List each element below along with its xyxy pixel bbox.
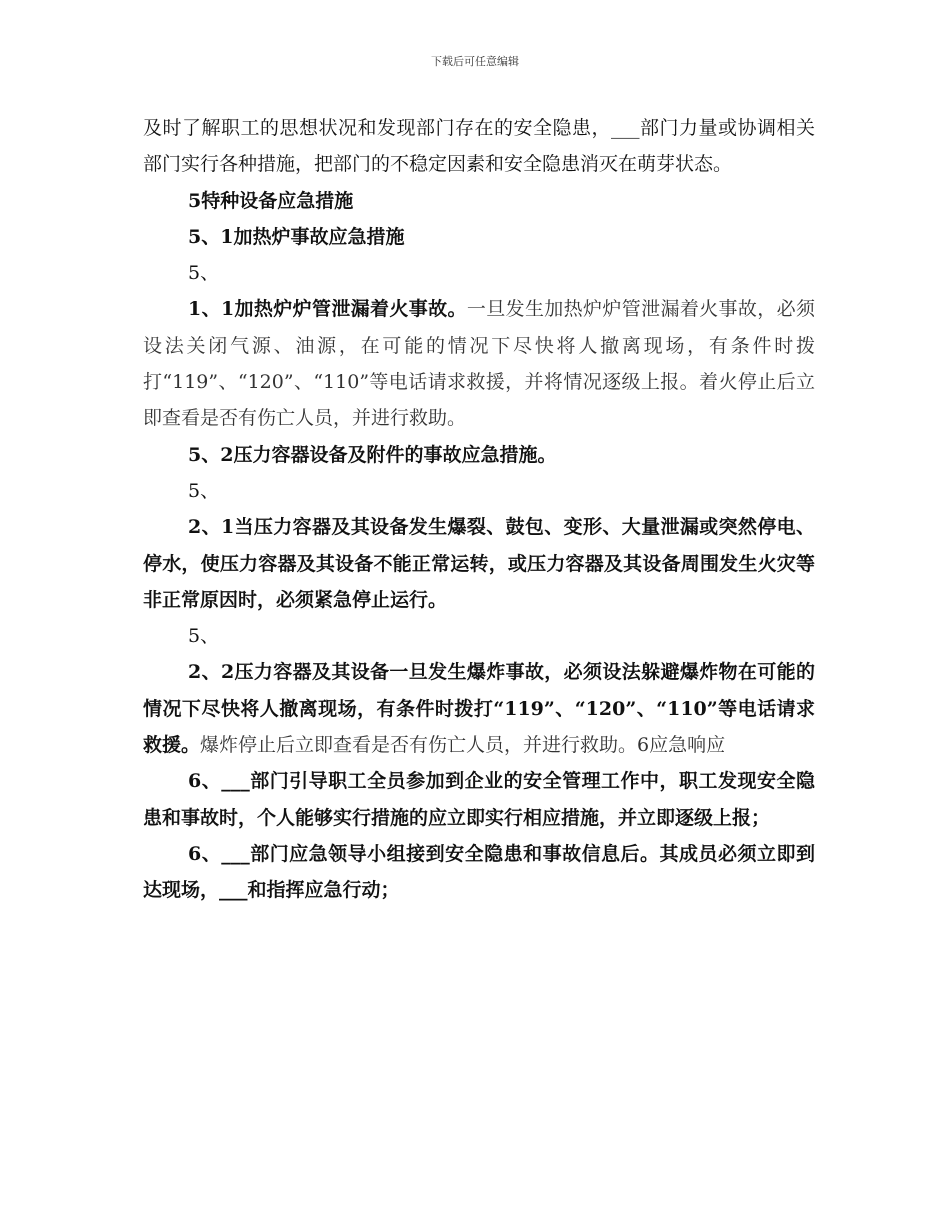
paragraph-furnace-leak-body: 一旦发生加热炉炉管泄漏着火事故，必须设法关闭气源、油源，在可能的情况下尽快将人撤离现场，有条件时拨打“119”、“120”、“110”等电话请求救援，并将情况逐级上报。着火停止后立即查看是否有伤亡人员，并进行救助。: [143, 298, 815, 430]
section-heading-5: 5特种设备应急措施: [188, 189, 354, 212]
paragraph-emergency-stop: 2、1当压力容器及其设备发生爆裂、鼓包、变形、大量泄漏或突然停电、停水，使压力容器及其设备不能正常运转，或压力容器及其设备周围发生火灾等非正常原因时，必须紧急停止运行。: [143, 516, 815, 611]
paragraph-number-fragment: 5、: [188, 262, 220, 285]
paragraph-furnace-leak-lead: 1、1加热炉炉管泄漏着火事故。: [188, 298, 467, 321]
paragraph-number-fragment: 5、: [188, 625, 220, 648]
paragraph-explosion-lead: 2、2压力容器及其设备一旦发生爆炸事故，必须设法躲避爆炸物在可能的情况下尽快将人撤离现场，有条件时拨打“119”、“120”、“110”等电话请求救援。: [143, 661, 815, 757]
paragraph-explosion-body: 爆炸停止后立即查看是否有伤亡人员，并进行救助。6应急响应: [200, 734, 726, 757]
paragraph-1: 及时了解职工的思想状况和发现部门存在的安全隐患，___部门力量或协调相关部门实行各种措施，把部门的不稳定因素和安全隐患消灭在萌芽状态。: [143, 117, 815, 176]
paragraph-explosion: [143, 654, 815, 763]
page-header: 下载后可任意编辑: [431, 55, 519, 68]
document-body: [143, 110, 815, 909]
paragraph-number-fragment: 5、: [188, 479, 220, 502]
subsection-heading-5-1: 5、1加热炉事故应急措施: [188, 225, 405, 248]
subsection-heading-5-2: 5、2压力容器设备及附件的事故应急措施。: [188, 443, 557, 466]
paragraph-response-6-1: 6、___部门引导职工全员参加到企业的安全管理工作中，职工发现安全隐患和事故时，个人能够实行措施的应立即实行相应措施，并立即逐级上报；: [143, 770, 815, 829]
paragraph-furnace-leak: [143, 291, 815, 436]
paragraph-response-6-2: 6、___部门应急领导小组接到安全隐患和事故信息后。其成员必须立即到达现场，___和指挥应急行动；: [143, 842, 815, 902]
